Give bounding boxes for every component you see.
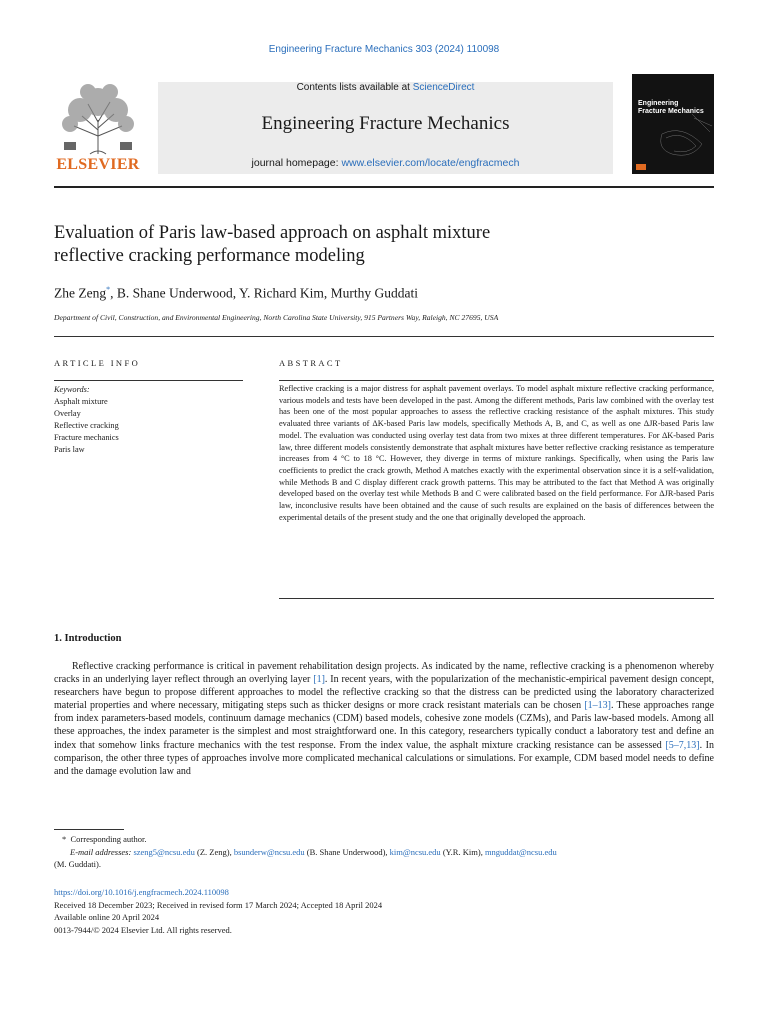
intro-text: . These approaches range from index parameters-based models, continuum damage mechanics (CDM) based models, cohesive zone models (CZMs), and Paris law-based models. Among all these approaches, the index parameter is the simplest and most straightforward one. In this category, researchers typically conduct a laboratory test and define an index that somehow links fracture mechanics with the test response. From the index value, the asphalt mixture cracking resistance can be assessed — [54, 700, 715, 751]
author-list — [54, 285, 714, 302]
keywords-label: Keywords: — [54, 385, 90, 394]
footnotes — [54, 833, 714, 871]
article-title — [54, 222, 654, 268]
section-rule — [54, 336, 714, 337]
email-link[interactable]: szeng5@ncsu.edu — [133, 846, 195, 857]
cover-title-line2: Fracture Mechanics — [638, 108, 704, 115]
keywords-block — [54, 384, 243, 456]
abstract-heading: ABSTRACT — [279, 358, 343, 368]
article-info-rule — [54, 380, 243, 381]
email-label: E-mail addresses: — [70, 846, 132, 857]
received-dates: Received 18 December 2023; Received in revised form 17 March 2024; Accepted 18 April 2024 — [54, 899, 383, 910]
email-addresses: E-mail addresses: szeng5@ncsu.edu (Z. Zeng), bsunderw@ncsu.edu (B. Shane Underwood), kim@ncsu.edu (Y.R. Kim), mnguddat@ncsu.edu — [70, 846, 557, 857]
elsevier-wordmark: ELSEVIER — [56, 156, 140, 173]
email-owner: (Z. Zeng) — [196, 846, 230, 857]
corresponding-author-note — [54, 833, 714, 846]
contents-prefix: Contents lists available at — [296, 82, 413, 93]
available-online: Available online 20 April 2024 — [54, 912, 160, 922]
citation-link[interactable]: [5–7,13] — [665, 739, 700, 751]
footnote-rule — [54, 829, 124, 830]
author-name[interactable]: Murthy Guddati — [330, 285, 418, 301]
contents-line — [158, 82, 613, 93]
homepage-line — [158, 157, 613, 169]
introduction-paragraph — [54, 660, 714, 778]
email-owner-continued: (M. Guddati). — [54, 859, 101, 869]
journal-cover-thumbnail[interactable] — [632, 74, 714, 174]
cover-title — [638, 100, 710, 116]
cover-title-line1: Engineering — [638, 100, 679, 107]
author-name[interactable]: Y. Richard Kim — [238, 285, 324, 301]
intro-text: . In recent years, with the popularization of the mechanistic-empirical pavement design concept, researchers have begun to propose different approaches to model the reflective cracking so that the distress can be predicted using the laboratory characterized material properties and where necessary, mitigating steps such as thicker designs or more crack resistant materials can be chosen — [54, 674, 714, 712]
article-title-line1: Evaluation of Paris law-based approach on asphalt mixture — [54, 223, 491, 243]
introduction-heading: 1. Introduction — [54, 633, 122, 644]
corresponding-author-mark[interactable]: * — [106, 285, 111, 294]
abstract-rule — [279, 380, 714, 381]
keyword-item: Paris law — [54, 445, 85, 454]
citation-link[interactable]: [1] — [313, 674, 325, 686]
author-name[interactable]: B. Shane Underwood — [116, 285, 233, 301]
footnote-mark: * — [62, 834, 67, 844]
abstract-bottom-rule — [279, 598, 714, 599]
intro-text: Reflective cracking performance is critical in pavement rehabilitation design projects. As indicated by the name, reflective cracking is a phenomenon whereby cracks in an underlying layer reflect through an overlying layer — [54, 661, 714, 686]
email-link[interactable]: mnguddat@ncsu.edu — [484, 846, 557, 857]
author-name[interactable]: Zhe Zeng — [54, 285, 107, 301]
copyright: 0013-7944/© 2024 Elsevier Ltd. All rights reserved. — [54, 924, 232, 935]
journal-title: Engineering Fracture Mechanics — [261, 113, 510, 134]
keyword-item: Reflective cracking — [54, 421, 119, 430]
footnote-text: Corresponding author. — [70, 834, 147, 844]
email-owner: (Y.R. Kim) — [442, 846, 481, 857]
doi-link[interactable]: https://doi.org/10.1016/j.engfracmech.2024.110098 — [54, 887, 229, 897]
email-link[interactable]: kim@ncsu.edu — [389, 846, 441, 857]
publication-info — [54, 886, 714, 936]
email-owner: (B. Shane Underwood) — [306, 846, 386, 857]
masthead-rule — [54, 186, 714, 188]
intro-text: . In comparison, the other three types of approaches involve more complicated mechanical calculations or simulations. For example, CDM based model needs to define and the damage evolution law and — [54, 739, 714, 777]
journal-homepage-link[interactable]: www.elsevier.com/locate/engfracmech — [341, 157, 520, 169]
homepage-prefix: journal homepage: — [251, 157, 342, 169]
keyword-item: Fracture mechanics — [54, 433, 119, 442]
email-link[interactable]: bsunderw@ncsu.edu — [233, 846, 305, 857]
article-title-line2: reflective cracking performance modeling — [54, 246, 365, 266]
author-separator: , — [323, 285, 331, 301]
citation-link[interactable]: [1–13] — [584, 700, 612, 712]
abstract-text: Reflective cracking is a major distress for asphalt pavement overlays. To model asphalt mixture reflective cracking performance, various models and tests have been developed in the past. Among the different methods, Paris law combined with the overlay test has been one of the most popular approaches to assess the reflective cracking resistance of the asphalt mixtures. This study evaluated three variants of ΔK-based Paris law models, specifically Methods A, B, and C, as well as one ΔJR-based Paris law model. The evaluation was conducted using overlay test data from two mixes at three different temperatures. For ΔK-based Paris law, three different models consistently demonstrate that asphalt mixtures have better reflective cracking resistance as temperature increases from 4 °C to 18 °C. However, they diverge in terms of mixture rankings. Specifically, when using the Paris law coefficients to predict the crack growth, Method A matches exactly with the experimental observation since it is a self-validation, while Methods B and C display different crack growth patterns. This may be attributed to the fact that Method A was originally developed based on the overlay test while Methods B and C were calibrated based on the field performance. For ΔJR-based Paris law, inconclusive results have been obtained and the cause of such results are explained on the basis of differences between the experimental details of the present study and the one that originally developed the approach. — [279, 384, 714, 522]
journal-reference-link[interactable]: Engineering Fracture Mechanics 303 (2024) 110098 — [268, 44, 500, 55]
keyword-item: Asphalt mixture — [54, 397, 108, 406]
sciencedirect-link[interactable]: ScienceDirect — [412, 82, 475, 93]
keyword-item: Overlay — [54, 409, 81, 418]
article-info-heading: ARTICLE INFO — [54, 358, 141, 368]
author-separator: , — [232, 285, 239, 301]
author-separator: , — [110, 285, 117, 301]
affiliation: Department of Civil, Construction, and Environmental Engineering, North Carolina State University, 915 Partners Way, Raleigh, NC 27695, USA — [54, 313, 499, 322]
